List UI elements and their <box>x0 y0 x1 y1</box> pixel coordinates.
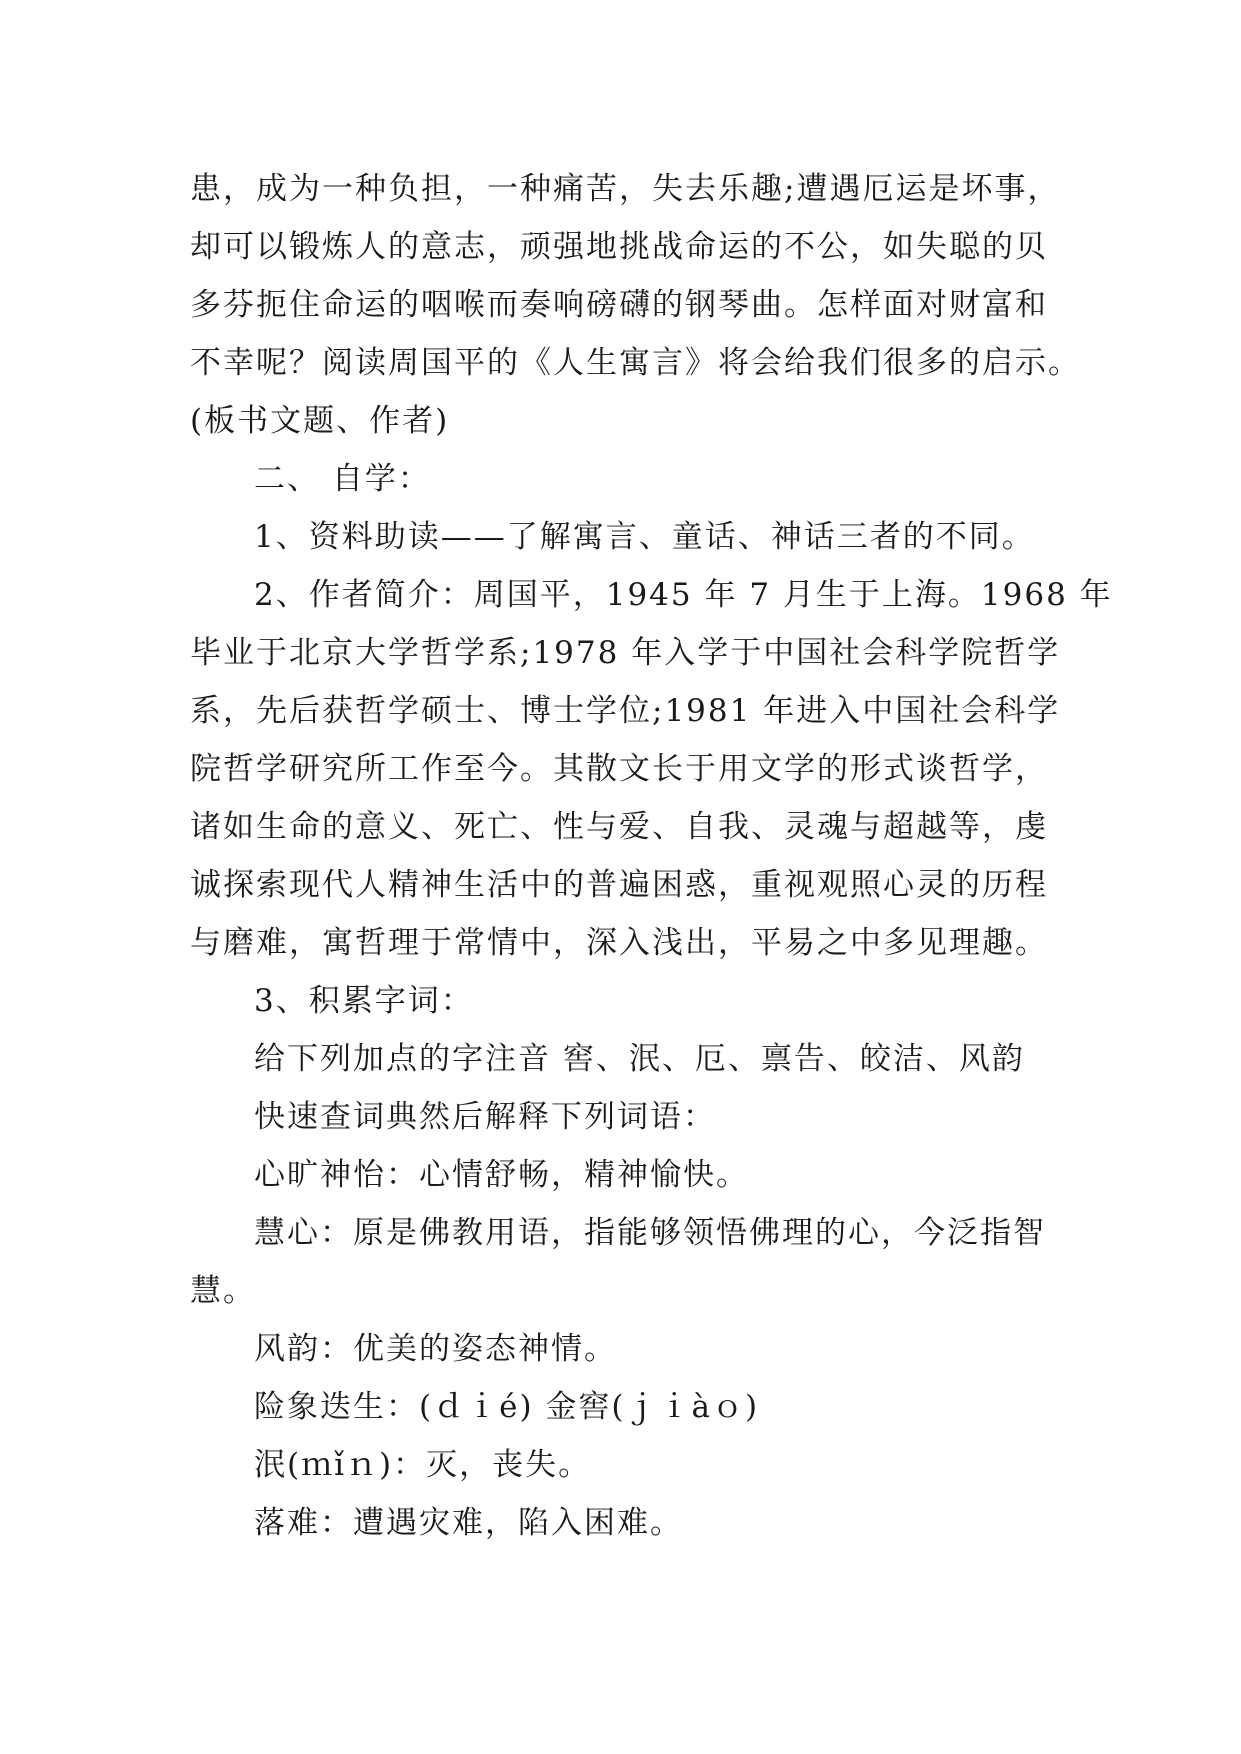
document-body <box>190 160 1113 1552</box>
text-line: 心旷神怡：心情舒畅，精神愉快。 <box>254 1157 749 1193</box>
text-line: 多芬扼住命运的咽喉而奏响磅礴的钢琴曲。怎样面对财富和 <box>190 287 1048 323</box>
text-line: 毕业于北京大学哲学系;1978 年入学于中国社会科学院哲学 <box>190 635 1061 671</box>
text-line: 3、积累字词： <box>254 983 474 1019</box>
text-line: 诸如生命的意义、死亡、性与爱、自我、灵魂与超越等，虔 <box>190 809 1048 845</box>
text-line: 不幸呢？阅读周国平的《人生寓言》将会给我们很多的启示。 <box>190 345 1081 381</box>
text-line: 却可以锻炼人的意志，顽强地挑战命运的不公，如失聪的贝 <box>190 229 1048 265</box>
text-line: 慧心：原是佛教用语，指能够领悟佛理的心，今泛指智 <box>254 1215 1046 1251</box>
text-line: 二、 自学： <box>254 461 431 497</box>
text-line: 险象迭生：(ｄｉé) 金窖(ｊｉàｏ) <box>254 1389 760 1425</box>
text-line: 1、资料助读——了解寓言、童话、神话三者的不同。 <box>254 519 1035 555</box>
text-line: 给下列加点的字注音 窖、泯、厄、禀告、皎洁、风韵 <box>254 1041 1025 1077</box>
text-line: 院哲学研究所工作至今。其散文长于用文学的形式谈哲学， <box>190 751 1048 787</box>
text-line: 患，成为一种负担，一种痛苦，失去乐趣;遭遇厄运是坏事， <box>190 171 1061 207</box>
text-line: 与磨难，寓哲理于常情中，深入浅出，平易之中多见理趣。 <box>190 925 1048 961</box>
text-line: (板书文题、作者) <box>190 403 450 439</box>
text-line: 系，先后获哲学硕士、博士学位;1981 年进入中国社会科学 <box>190 693 1061 729</box>
text-line: 2、作者简介：周国平，1945 年 7 月生于上海。1968 年 <box>254 577 1113 613</box>
text-line: 慧。 <box>190 1273 256 1309</box>
text-line: 诚探索现代人精神生活中的普遍困惑，重视观照心灵的历程 <box>190 867 1048 903</box>
text-line: 落难：遭遇灾难，陷入困难。 <box>254 1505 683 1541</box>
text-line: 快速查词典然后解释下列词语： <box>254 1099 716 1135</box>
text-line: 风韵：优美的姿态神情。 <box>254 1331 617 1367</box>
text-line: 泯(ｍǐｎ)：灭，丧失。 <box>254 1447 592 1483</box>
